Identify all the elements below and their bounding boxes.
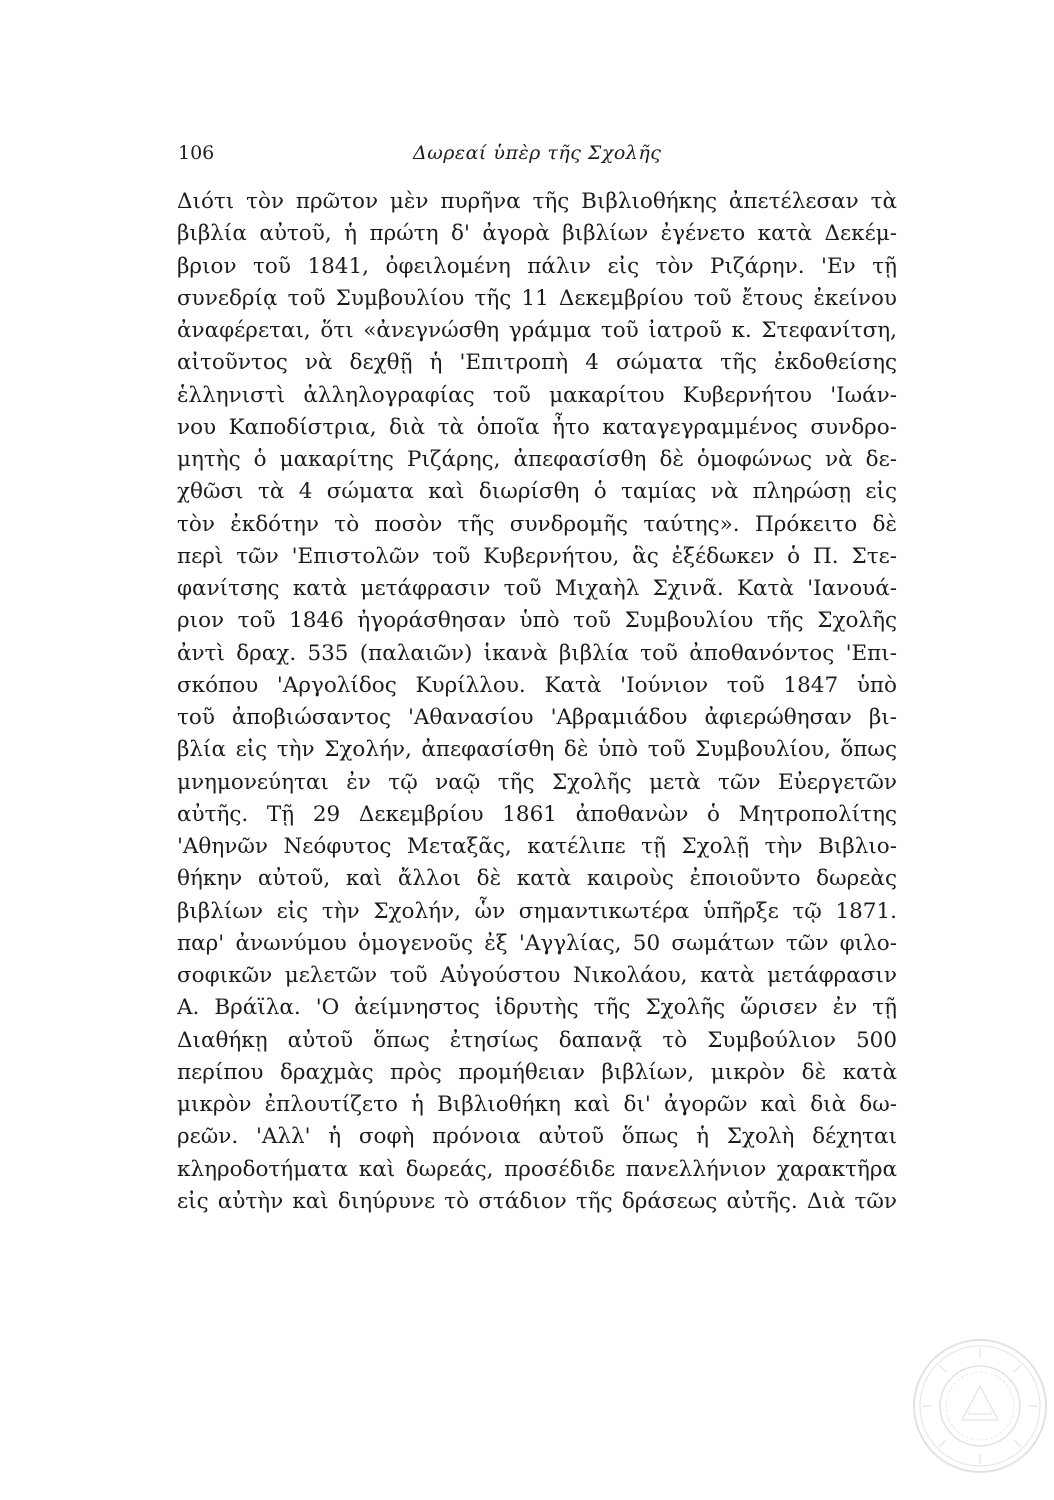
text-line: περίπου δραχμὰς πρὸς προμήθειαν βιβλίων, μικρὸν δὲ κατὰ bbox=[177, 1059, 897, 1085]
text-line: περὶ τῶν 'Επιστολῶν τοῦ Κυβερνήτου, ἃς ἐξέδωκεν ὁ Π. Στε- bbox=[177, 543, 897, 569]
text-line: μικρὸν ἐπλουτίζετο ἡ Βιβλιοθήκη καὶ δι' ἀγορῶν καὶ διὰ δω- bbox=[177, 1092, 897, 1117]
text-line: ρεῶν. 'Αλλ' ἡ σοφὴ πρόνοια αὐτοῦ ὅπως ἡ Σχολὴ δέχηται bbox=[177, 1124, 897, 1150]
text-line: σοφικῶν μελετῶν τοῦ Αὐγούστου Νικολάου, κατὰ μετάφρασιν bbox=[177, 963, 897, 988]
text-line: Διαθήκῃ αὐτοῦ ὅπως ἐτησίως δαπανᾷ τὸ Συμβούλιον 500 bbox=[177, 1027, 897, 1053]
text-line: εἰς αὐτὴν καὶ διηύρυνε τὸ στάδιον τῆς δράσεως αὐτῆς. Διὰ τῶν bbox=[177, 1188, 897, 1214]
text-line: τὸν ἐκδότην τὸ ποσὸν τῆς συνδρομῆς ταύτης». Πρόκειτο δὲ bbox=[177, 511, 897, 537]
text-line: τοῦ ἀποβιώσαντος 'Αθανασίου 'Αβραμιάδου ἀφιερώθησαν βι- bbox=[177, 705, 897, 730]
text-line: βιβλία αὐτοῦ, ἡ πρώτη δ' ἀγορὰ βιβλίων ἐγένετο κατὰ Δεκέμ- bbox=[177, 221, 897, 247]
text-line: ἀναφέρεται, ὅτι «ἀνεγνώσθη γράμμα τοῦ ἰατροῦ κ. Στεφανίτση, bbox=[177, 318, 897, 343]
text-line: Διότι τὸν πρῶτον μὲν πυρῆνα τῆς Βιβλιοθήκης ἀπετέλεσαν τὰ bbox=[177, 189, 897, 214]
text-line: μνημονεύηται ἐν τῷ ναῷ τῆς Σχολῆς μετὰ τῶν Εὐεργετῶν bbox=[177, 769, 897, 795]
text-line: 'Αθηνῶν Νεόφυτος Μεταξᾶς, κατέλιπε τῇ Σχολῇ τὴν Βιβλιο- bbox=[177, 834, 897, 859]
text-line: μητὴς ὁ μακαρίτης Ριζάρης, ἀπεφασίσθη δὲ ὁμοφώνως νὰ δε- bbox=[177, 447, 897, 472]
text-line: Α. Βράϊλα. 'Ο ἀείμνηστος ἱδρυτὴς τῆς Σχολῆς ὥρισεν ἐν τῇ bbox=[177, 995, 897, 1021]
page-number: 106 bbox=[178, 142, 215, 164]
university-seal-icon bbox=[910, 1336, 1050, 1476]
running-head bbox=[178, 138, 898, 168]
text-line: ἀντὶ δραχ. 535 (παλαιῶν) ἱκανὰ βιβλία τοῦ ἀποθανόντος 'Επι- bbox=[177, 640, 897, 666]
text-line: παρ' ἀνωνύμου ὁμογενοῦς ἐξ 'Αγγλίας, 50 σωμάτων τῶν φιλο- bbox=[177, 930, 897, 956]
body-text bbox=[177, 186, 897, 1218]
text-line: αὐτῆς. Τῇ 29 Δεκεμβρίου 1861 ἀποθανὼν ὁ Μητροπολίτης bbox=[177, 801, 897, 827]
text-line: βλία εἰς τὴν Σχολήν, ἀπεφασίσθη δὲ ὑπὸ τοῦ Συμβουλίου, ὅπως bbox=[177, 737, 897, 763]
text-line: συνεδρίᾳ τοῦ Συμβουλίου τῆς 11 Δεκεμβρίου τοῦ ἔτους ἐκείνου bbox=[177, 285, 897, 311]
text-line: ἑλληνιστὶ ἀλληλογραφίας τοῦ μακαρίτου Κυβερνήτου 'Ιωάν- bbox=[177, 382, 897, 408]
text-line: χθῶσι τὰ 4 σώματα καὶ διωρίσθη ὁ ταμίας νὰ πληρώσῃ εἰς bbox=[177, 479, 897, 505]
text-line: νου Καποδίστρια, διὰ τὰ ὁποῖα ἦτο καταγεγραμμένος συνδρο- bbox=[177, 414, 897, 440]
text-line: φανίτσης κατὰ μετάφρασιν τοῦ Μιχαὴλ Σχινᾶ. Κατὰ 'Ιανουά- bbox=[177, 576, 897, 601]
text-line: σκόπου 'Αργολίδος Κυρίλλου. Κατὰ 'Ιούνιον τοῦ 1847 ὑπὸ bbox=[177, 672, 897, 698]
text-line: κληροδοτήματα καὶ δωρεάς, προσέδιδε πανελλήνιον χαρακτῆρα bbox=[177, 1156, 897, 1182]
text-line: βριον τοῦ 1841, ὀφειλομένη πάλιν εἰς τὸν Ριζάρην. 'Εν τῇ bbox=[177, 253, 897, 279]
text-line: θήκην αὐτοῦ, καὶ ἄλλοι δὲ κατὰ καιροὺς ἐποιοῦντο δωρεὰς bbox=[177, 866, 897, 892]
text-line: αἰτοῦντος νὰ δεχθῇ ἡ 'Επιτροπὴ 4 σώματα τῆς ἐκδοθείσης bbox=[177, 350, 897, 376]
text-line: ριον τοῦ 1846 ἠγοράσθησαν ὑπὸ τοῦ Συμβουλίου τῆς Σχολῆς bbox=[177, 608, 897, 634]
running-title: Δωρεαί ὑπὲρ τῆς Σχολῆς bbox=[413, 142, 662, 164]
text-line: βιβλίων εἰς τὴν Σχολήν, ὧν σημαντικωτέρα ὑπῆρξε τῷ 1871. bbox=[177, 898, 897, 924]
